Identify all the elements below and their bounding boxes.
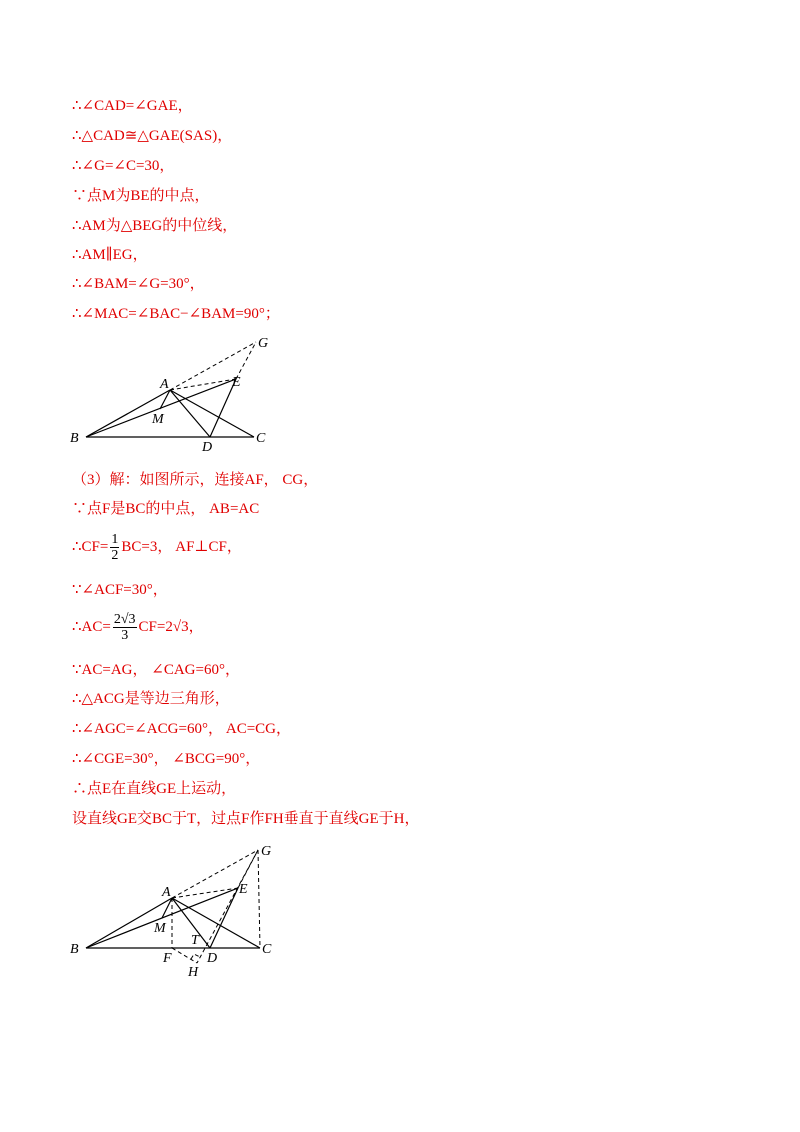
proof-line-12: ∵∠ACF=30°， [72, 582, 168, 598]
proof-line-11-post: BC=3， AF⊥CF， [121, 538, 242, 555]
label-m: M [154, 921, 166, 936]
segment-ac [170, 390, 254, 437]
label-c: C [256, 431, 266, 446]
proof-line-18: ∴点E在直线GE上运动， [72, 781, 237, 797]
label-f: F [163, 951, 172, 966]
proof-line-13 [72, 612, 204, 643]
label-t: T [191, 933, 199, 948]
dashed-gc [258, 850, 260, 948]
label-a: A [162, 885, 171, 900]
fraction-denominator: 2 [111, 548, 119, 563]
proof-line-1: ∴∠CAD=∠GAE， [72, 98, 193, 114]
dashed-ae [170, 379, 236, 390]
proof-line-9: （3）解：如图所示，连接AF， CG， [72, 472, 319, 488]
label-b: B [70, 431, 79, 446]
proof-line-7: ∴∠BAM=∠G=30°， [72, 276, 205, 292]
proof-line-14: ∵AC=AG， ∠CAG=60°， [72, 662, 240, 678]
label-e: E [239, 882, 248, 897]
proof-line-10: ∵点F是BC的中点， AB=AC [72, 501, 260, 517]
label-c: C [262, 942, 272, 957]
label-d: D [207, 951, 218, 966]
fraction-numerator: 1 [111, 532, 119, 547]
geometry-figure-1 [64, 330, 294, 455]
segment-ac [172, 898, 260, 948]
proof-line-6: ∴AM∥EG， [72, 247, 148, 263]
proof-line-15: ∴△ACG是等边三角形， [72, 691, 230, 707]
geometry-figure-2 [64, 838, 294, 983]
label-a: A [160, 377, 169, 392]
proof-line-5: ∴AM为△BEG的中位线， [72, 218, 238, 234]
label-g: G [261, 844, 272, 859]
proof-line-2: ∴△CAD≅△GAE(SAS)， [72, 128, 233, 144]
right-angle-mark [191, 954, 200, 959]
label-e: E [232, 375, 241, 390]
proof-line-11 [72, 532, 242, 563]
label-b: B [70, 942, 79, 957]
proof-line-19: 设直线GE交BC于T，过点F作FH垂直于直线GE于H， [72, 811, 420, 827]
label-d: D [202, 440, 213, 455]
label-g: G [258, 336, 269, 351]
proof-line-13-post: CF=2√3， [138, 618, 204, 635]
fraction-one-half [110, 532, 119, 563]
fraction-denominator: 3 [121, 628, 129, 643]
proof-line-11-pre: ∴CF= [72, 538, 109, 555]
proof-line-4: ∵点M为BE的中点， [72, 188, 210, 204]
dashed-fh [172, 948, 197, 963]
proof-line-8: ∴∠MAC=∠BAC−∠BAM=90°； [72, 306, 280, 322]
label-m: M [152, 412, 164, 427]
proof-line-13-pre: ∴AC= [72, 618, 111, 635]
proof-line-17: ∴∠CGE=30°， ∠BCG=90°， [72, 751, 261, 767]
fraction-two-root-three-over-three [113, 612, 137, 643]
proof-line-16: ∴∠AGC=∠ACG=60°， AC=CG， [72, 721, 291, 737]
label-h: H [188, 965, 199, 980]
proof-line-3: ∴∠G=∠C=30， [72, 158, 175, 174]
fraction-numerator: 2√3 [113, 612, 136, 627]
dashed-ae [172, 888, 238, 898]
